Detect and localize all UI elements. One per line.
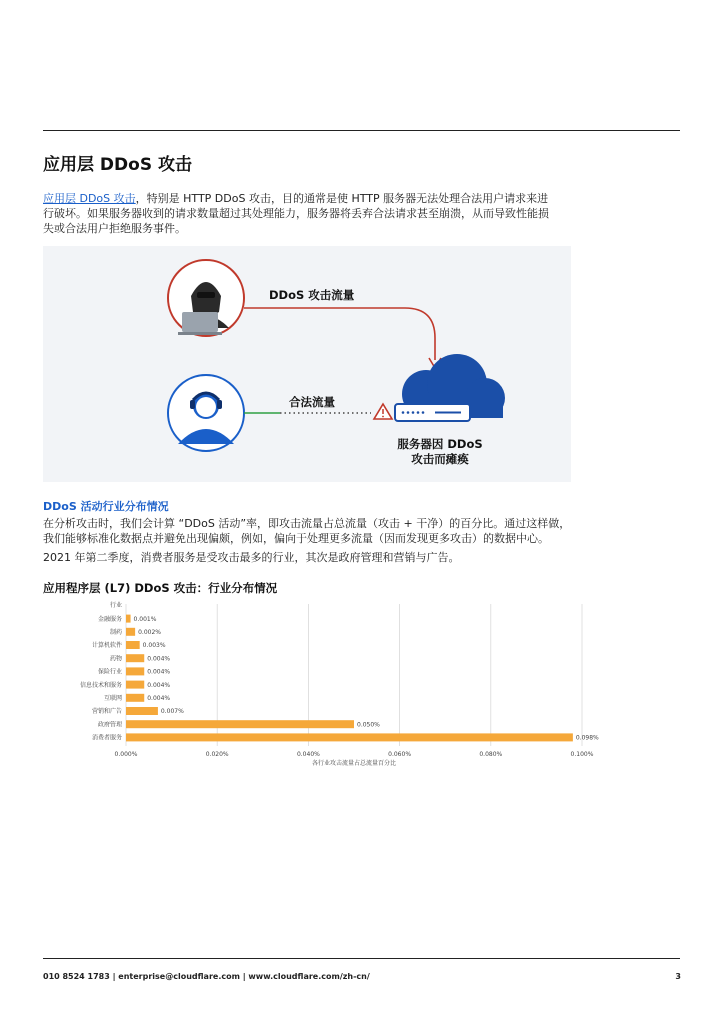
section-title: DDoS 活动行业分布情况 [43, 500, 169, 513]
category-label: 营销和广告 [91, 708, 122, 716]
x-tick-label: 0.020% [205, 751, 229, 758]
server-label-line-2: 攻击而瘫痪 [411, 452, 469, 466]
attack-traffic-label: DDoS 攻击流量 [269, 288, 355, 302]
value-label: 0.004% [147, 681, 171, 689]
user-avatar [168, 375, 244, 451]
x-tick-label: 0.000% [114, 751, 138, 758]
value-label: 0.004% [147, 668, 171, 676]
industry-bar-chart [60, 598, 620, 777]
value-label: 0.002% [138, 629, 162, 636]
ddos-diagram [43, 246, 571, 482]
category-label: 政府管理 [97, 721, 122, 729]
x-tick-label: 0.100% [570, 751, 594, 758]
bar [126, 733, 573, 741]
footer-rule [43, 958, 680, 959]
value-label: 0.004% [147, 655, 171, 663]
y-axis-header: 行业 [109, 602, 122, 609]
page-heading: 应用层 DDoS 攻击 [43, 155, 192, 175]
section-paragraph-2: 2021 年第二季度，消费者服务是受攻击最多的行业，其次是政府管理和营销与广告。 [43, 551, 460, 564]
intro-line-2: 行破坏。如果服务器收到的请求数量超过其处理能力，服务器将丢弃合法请求甚至崩溃，从而导致性能损 [43, 207, 549, 220]
category-label: 保险行业 [97, 668, 122, 676]
bar [126, 628, 135, 636]
value-label: 0.050% [357, 721, 380, 729]
intro-paragraph [43, 191, 675, 236]
page-number: 3 [675, 972, 681, 981]
attack-traffic-arrow [244, 308, 435, 360]
footer-contact: 010 8524 1783 | enterprise@cloudflare.com | www.cloudflare.com/zh-cn/ [43, 972, 370, 981]
category-label: 互联网 [103, 695, 122, 702]
legit-traffic-label: 合法流量 [289, 395, 335, 409]
value-label: 0.003% [142, 642, 166, 650]
value-label: 0.001% [133, 615, 157, 623]
ddos-diagram-svg [43, 246, 571, 482]
bar [126, 694, 144, 702]
industry-bar-chart-svg [60, 598, 620, 773]
category-label: 制药 [109, 629, 122, 636]
bar [126, 615, 131, 623]
category-label: 计算机软件 [91, 642, 122, 650]
warning-icon [374, 404, 392, 419]
app-layer-ddos-link[interactable]: 应用层 DDoS 攻击 [43, 192, 136, 205]
intro-line-1-text: ，特别是 HTTP DDoS 攻击，目的通常是使 HTTP 服务器无法处理合法用户请求来进 [135, 192, 549, 205]
chart-title: 应用程序层 (L7) DDoS 攻击：行业分布情况 [43, 581, 278, 595]
category-label: 信息技术和服务 [79, 681, 122, 689]
server-label-line-1: 服务器因 DDoS [397, 437, 483, 451]
section-para-line-2: 我们能够标准化数据点并避免出现偏颇，例如，偏向于处理更多流量（因而发现更多攻击）的数据中心。 [43, 532, 549, 545]
x-tick-label: 0.040% [296, 751, 320, 758]
category-label: 药物 [109, 655, 122, 663]
bar [126, 720, 354, 728]
value-label: 0.007% [160, 708, 184, 716]
intro-line-3: 失或合法用户拒绝服务事件。 [43, 222, 186, 235]
bar [126, 641, 140, 649]
category-label: 消费者服务 [91, 734, 122, 742]
x-axis-title: 各行业攻击流量占总流量百分比 [311, 760, 397, 767]
value-label: 0.098% [575, 734, 599, 742]
category-label: 金融服务 [97, 615, 122, 623]
bar [126, 667, 144, 675]
section-paragraph-1 [43, 516, 675, 546]
section-para-line-1: 在分析攻击时，我们会计算 “DDoS 活动”率，即攻击流量占总流量（攻击 + 干净）的百分比。通过这样做， [43, 517, 571, 530]
bar [126, 707, 158, 715]
server-icon [395, 404, 470, 421]
x-tick-label: 0.060% [388, 751, 412, 758]
x-tick-label: 0.080% [479, 751, 503, 758]
top-rule [43, 130, 680, 131]
bar [126, 681, 144, 689]
intro-line-1 [43, 191, 675, 206]
value-label: 0.004% [147, 695, 171, 702]
attacker-avatar [168, 260, 244, 336]
bar [126, 654, 144, 662]
